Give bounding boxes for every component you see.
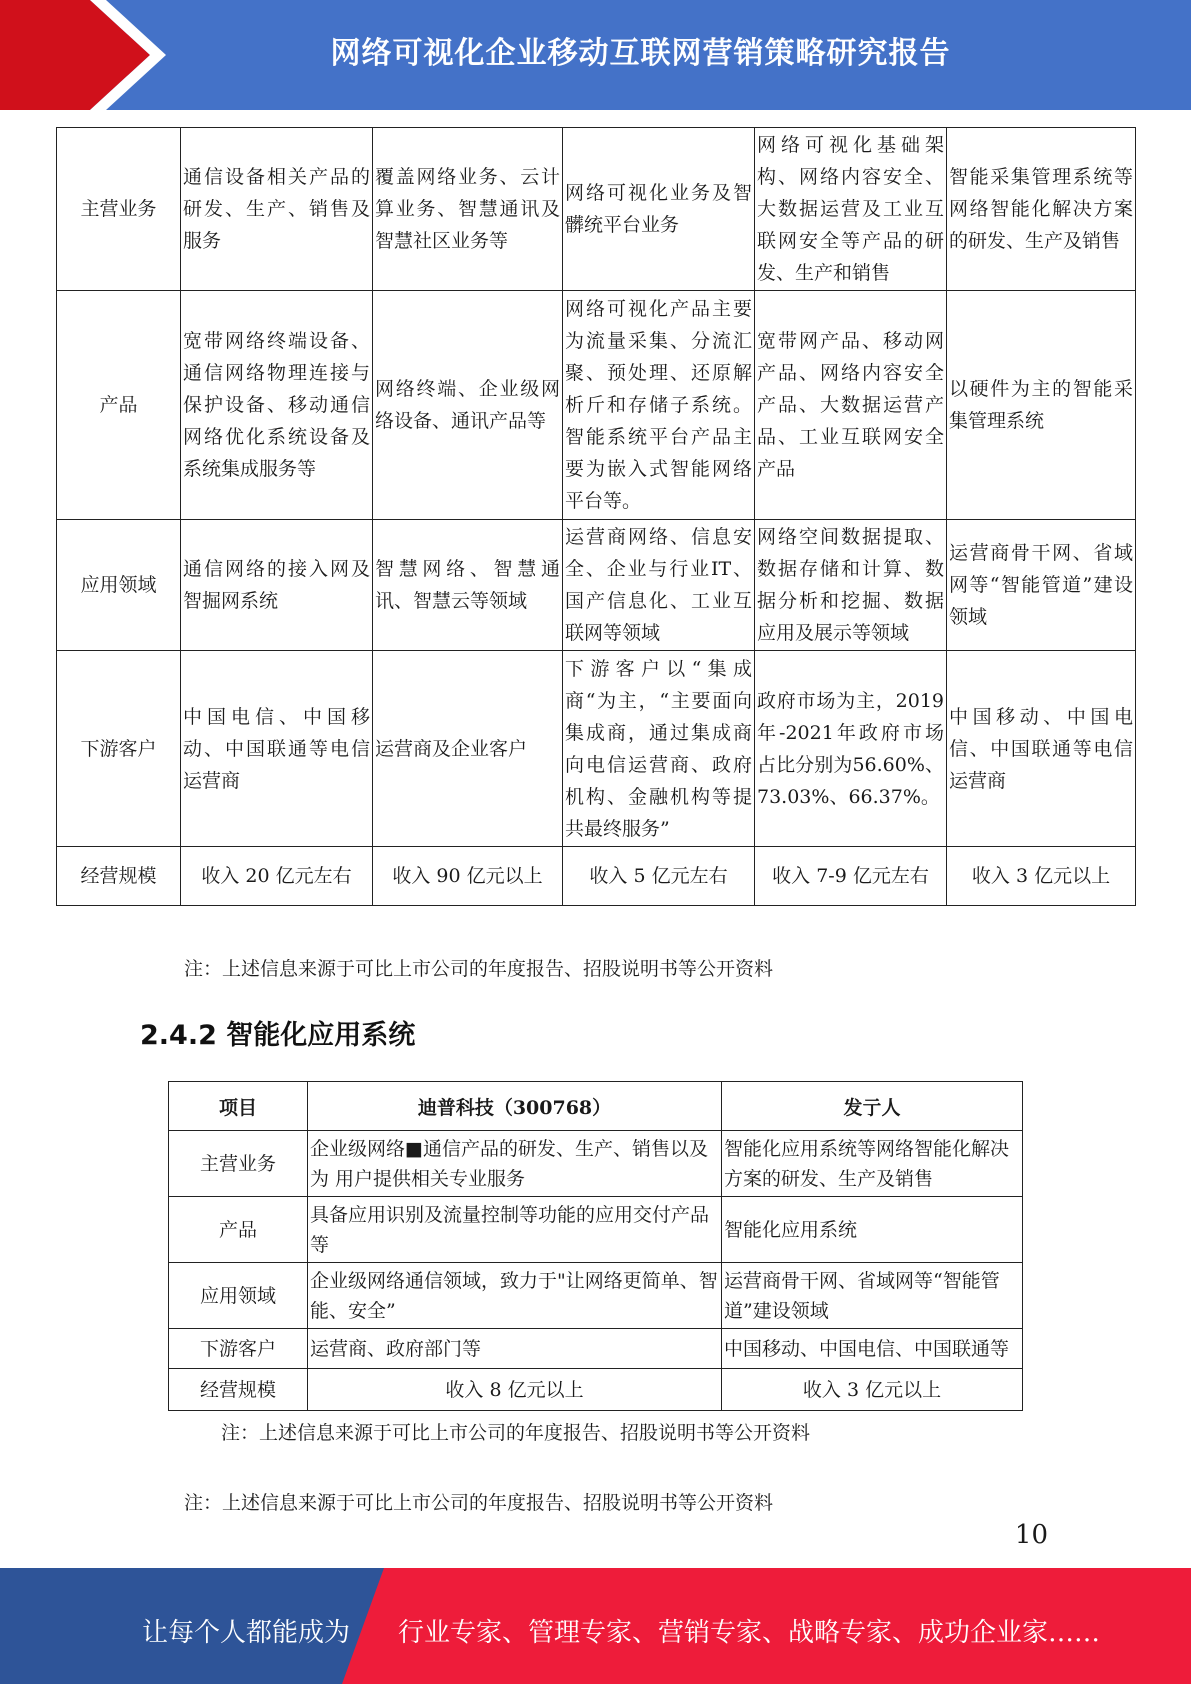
table-row — [169, 1197, 1023, 1263]
table-cell: 通信网络的接入网及智掘网系统 — [181, 520, 373, 651]
page-number: 10 — [1014, 1520, 1048, 1550]
table-row — [57, 651, 1136, 847]
page-header — [0, 0, 1191, 110]
table-cell: 收入 5 亿元左右 — [563, 847, 755, 906]
table-cell: 中国电信、中国移动、中国联通等电信运营商 — [181, 651, 373, 847]
table-row — [169, 1263, 1023, 1329]
table-row — [57, 128, 1136, 291]
row-header: 应用领域 — [57, 520, 181, 651]
table-cell: 宽带网产品、移动网产品、网络内容安全产品、大数据运营产品、工业互联网安全产品 — [755, 291, 947, 520]
table-cell: 智能采集管理系统等网络智能化解决方案的研发、生产及销售 — [947, 128, 1136, 291]
table-cell: 网络可视化产品主要为流量采集、分流汇聚、预处理、还原解析斤和存储子系统。智能系统平台产品主要为嵌入式智能网络平台等。 — [563, 291, 755, 520]
row-header: 主营业务 — [169, 1131, 308, 1197]
table-cell-clipped — [722, 1329, 1023, 1369]
table-row — [57, 291, 1136, 520]
table-cell: 运营商、政府部门等 — [308, 1329, 722, 1369]
table-cell: 具备应用识别及流量控制等功能的应用交付产品 等 — [308, 1197, 722, 1263]
row-header: 产品 — [169, 1197, 308, 1263]
row-header: 下游客户 — [169, 1329, 308, 1369]
table-cell: 智能化应用系统等网络智能化解决方案的研发、生产及销售 — [722, 1131, 1023, 1197]
footer-slogan-left: 让每个人都能成为 — [142, 1618, 351, 1648]
header-title: 网络可视化企业移动互联网营销策略研究报告 — [330, 36, 951, 71]
row-header: 经营规模 — [57, 847, 181, 906]
table-cell: 政府市场为主，2019年-2021年政府市场占比分别为56.60%、73.03%、66.37%。 — [755, 651, 947, 847]
table-row — [169, 1131, 1023, 1197]
comparison-table-intelligent-applications — [168, 1081, 1023, 1411]
table-cell: 智慧网络、智慧通讯、智慧云等领域 — [373, 520, 563, 651]
table-row — [169, 1329, 1023, 1369]
row-header: 经营规模 — [169, 1369, 308, 1411]
row-header: 下游客户 — [57, 651, 181, 847]
table-cell: 运营商网络、信息安全、企业与行业IT、国产信息化、工业互联网等领域 — [563, 520, 755, 651]
footer-slogan-right: 行业专家、管理专家、营销专家、战略专家、成功企业家…… — [398, 1618, 1101, 1648]
source-note: 注：上述信息来源于可比上市公司的年度报告、招股说明书等公开资料 — [184, 1492, 774, 1514]
row-header: 主营业务 — [57, 128, 181, 291]
table-cell: 运营商骨干网、省域网等“智能管道”建设领域 — [947, 520, 1136, 651]
comparison-table-network-visualization — [56, 127, 1136, 906]
table-cell: 收入 3 亿元以上 — [947, 847, 1136, 906]
page-footer — [0, 1568, 1191, 1684]
table-row — [57, 847, 1136, 906]
table-row — [169, 1369, 1023, 1411]
table-cell: 企业级网络■通信产品的研发、生产、销售以及为 用户提供相关专业服务 — [308, 1131, 722, 1197]
table-cell: 收入 8 亿元以上 — [308, 1369, 722, 1411]
table-cell: 企业级网络通信领域，致力于"让网络更简单、智能、安全” — [308, 1263, 722, 1329]
source-note: 注：上述信息来源于可比上市公司的年度报告、招股说明书等公开资料 — [184, 958, 774, 980]
table-cell: 收入 3 亿元以上 — [722, 1369, 1023, 1411]
table-cell: 收入 20 亿元左右 — [181, 847, 373, 906]
table-cell: 收入 90 亿元以上 — [373, 847, 563, 906]
table-cell: 网络终端、企业级网络设备、通讯产品等 — [373, 291, 563, 520]
table-cell: 智能化应用系统 — [722, 1197, 1023, 1263]
source-note: 注：上述信息来源于可比上市公司的年度报告、招股说明书等公开资料 — [221, 1422, 811, 1444]
table-cell: 网络可视化基础架构、网络内容安全、大数据运营及工业互联网安全等产品的研发、生产和销售 — [755, 128, 947, 291]
table-cell: 网络空间数据提取、数据存储和计算、数据分析和挖掘、数据应用及展示等领域 — [755, 520, 947, 651]
section-title: 2.4.2 智能化应用系统 — [140, 1020, 416, 1051]
table-cell: 网络可视化业务及智髒统平台业务 — [563, 128, 755, 291]
row-header: 产品 — [57, 291, 181, 520]
column-header: 发亍人 — [722, 1082, 1023, 1131]
table-cell: 覆盖网络业务、云计算业务、智慧通讯及智慧社区业务等 — [373, 128, 563, 291]
row-header: 应用领域 — [169, 1263, 308, 1329]
table-cell: 运营商骨干网、省域网等“智能管 道”建设领域 — [722, 1263, 1023, 1329]
table-cell: 收入 7-9 亿元左右 — [755, 847, 947, 906]
table-cell: 通信设备相关产品的研发、生产、销售及服务 — [181, 128, 373, 291]
column-header: 项目 — [169, 1082, 308, 1131]
table-cell: 运营商及企业客户 — [373, 651, 563, 847]
column-header: 迪普科技（300768） — [308, 1082, 722, 1131]
table-cell: 宽带网络终端设备、通信网络物理连接与保护设备、移动通信网络优化系统设备及系统集成服务等 — [181, 291, 373, 520]
table-header-row — [169, 1082, 1023, 1131]
table-cell: 以硬件为主的智能采集管理系统 — [947, 291, 1136, 520]
table-row — [57, 520, 1136, 651]
table-cell: 中国移动、中国电信、中国联通等 — [724, 1337, 1010, 1360]
table-cell: 中国移动、中国电信、中国联通等电信运营商 — [947, 651, 1136, 847]
table-cell: 下游客户以“集成商“为主，“主要面向集成商，通过集成商向电信运营商、政府机构、金融机构等提共最终服务” — [563, 651, 755, 847]
